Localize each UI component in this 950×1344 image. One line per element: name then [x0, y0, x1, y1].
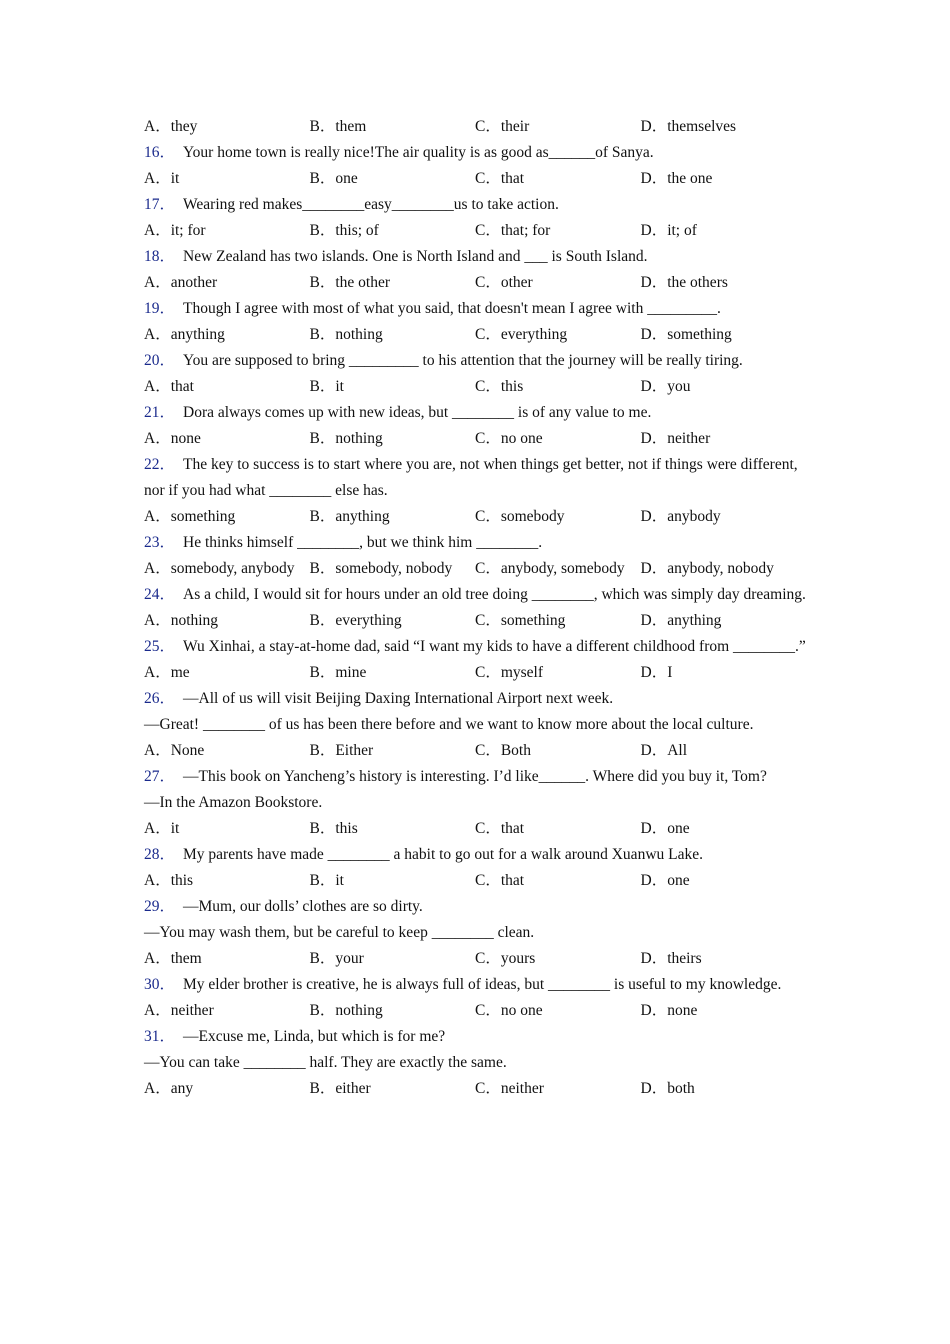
option: B．nothing: [309, 1002, 383, 1019]
option: D．anything: [640, 612, 722, 629]
options-row: [144, 166, 814, 192]
question-stem: [144, 842, 814, 868]
question-number: 17．: [144, 196, 176, 213]
dialogue-line: —You can take ________ half. They are exactly the same.: [144, 1054, 507, 1071]
option: C．no one: [475, 1002, 543, 1019]
question-text: As a child, I would sit for hours under an old tree doing ________, which was simply day dreaming.: [183, 586, 806, 603]
option: C．that: [475, 170, 525, 187]
option: A．nothing: [144, 612, 219, 629]
question-block: [144, 894, 814, 972]
option: B．Either: [309, 742, 374, 759]
options-row: [144, 374, 814, 400]
option: D．something: [640, 326, 732, 343]
option: C．no one: [475, 430, 543, 447]
question-block: [144, 1024, 814, 1102]
question-block: [144, 296, 814, 348]
question-text: —This book on Yancheng’s history is interesting. I’d like______. Where did you buy it, Tom?: [183, 768, 767, 785]
option: D．All: [640, 742, 688, 759]
question-number: 23．: [144, 534, 176, 551]
options-row: [144, 608, 814, 634]
question-text: Your home town is really nice!The air quality is as good as______of Sanya.: [183, 144, 654, 161]
options-row: [144, 660, 814, 686]
option: C．somebody: [475, 508, 565, 525]
option: A．that: [144, 378, 194, 395]
option: B．this: [309, 820, 358, 837]
question-number: 27．: [144, 768, 176, 785]
option: B．your: [309, 950, 364, 967]
question-stem: [144, 400, 814, 426]
option: D．one: [640, 820, 690, 837]
option: B．anything: [309, 508, 390, 525]
option: D．theirs: [640, 950, 702, 967]
option: C．everything: [475, 326, 568, 343]
option: A．it: [144, 820, 180, 837]
question-block: [144, 582, 814, 634]
options-row: [144, 322, 814, 348]
option: A．something: [144, 508, 236, 525]
options-row: [144, 946, 814, 972]
question-text: You are supposed to bring _________ to his attention that the journey will be really tiring.: [183, 352, 743, 369]
question-text: Wearing red makes________easy________us to take action.: [183, 196, 559, 213]
option: D．themselves: [640, 118, 737, 135]
question-stem: [144, 244, 814, 270]
options-row: [144, 426, 814, 452]
question-text: —Mum, our dolls’ clothes are so dirty.: [183, 898, 423, 915]
question-number: 30．: [144, 976, 176, 993]
question-stem: [144, 894, 814, 920]
options-row: [144, 556, 814, 582]
options-row: [144, 504, 814, 530]
option: B．it: [309, 872, 344, 889]
question-text: The key to success is to start where you are, not when things get better, not if things were different, nor if you had what ________ else has.: [144, 456, 798, 499]
option: C．neither: [475, 1080, 544, 1097]
option: A．none: [144, 430, 201, 447]
option: A．neither: [144, 1002, 214, 1019]
option: A．them: [144, 950, 202, 967]
question-text: Wu Xinhai, a stay-at-home dad, said “I want my kids to have a different childhood from ________.”: [183, 638, 806, 655]
option: D．none: [640, 1002, 698, 1019]
option: C．Both: [475, 742, 531, 759]
question-stem: [144, 686, 814, 712]
question-number: 31．: [144, 1028, 176, 1045]
question-stem: [144, 452, 814, 504]
option: B．it: [309, 378, 344, 395]
option: B．everything: [309, 612, 402, 629]
question-text: He thinks himself ________, but we think him ________.: [183, 534, 543, 551]
question-block: [144, 764, 814, 842]
option: B．either: [309, 1080, 371, 1097]
option: D．I: [640, 664, 673, 681]
option: A．anything: [144, 326, 225, 343]
question-block: [144, 192, 814, 244]
question-block: [144, 530, 814, 582]
option: B．somebody, nobody: [309, 560, 453, 577]
option: B．them: [309, 118, 367, 135]
question-block: [144, 400, 814, 452]
question-text: My elder brother is creative, he is always full of ideas, but ________ is useful to my knowledge.: [183, 976, 782, 993]
question-block: [144, 634, 814, 686]
question-stem: [144, 530, 814, 556]
question-number: 25．: [144, 638, 176, 655]
option: D．you: [640, 378, 691, 395]
question-stem: [144, 972, 814, 998]
dialogue-line: —In the Amazon Bookstore.: [144, 794, 323, 811]
question-number: 20．: [144, 352, 176, 369]
question-number: 28．: [144, 846, 176, 863]
options-row: [144, 868, 814, 894]
question-block: [144, 140, 814, 192]
question-list: [144, 140, 814, 1102]
question-number: 19．: [144, 300, 176, 317]
dialogue-line: —Great! ________ of us has been there before and we want to know more about the local culture.: [144, 716, 754, 733]
question-stem: [144, 348, 814, 374]
question-text: —All of us will visit Beijing Daxing International Airport next week.: [183, 690, 614, 707]
question-number: 18．: [144, 248, 176, 265]
option: A．another: [144, 274, 218, 291]
option: D．both: [640, 1080, 695, 1097]
worksheet-page: [144, 114, 814, 1102]
option: A．they: [144, 118, 198, 135]
option: C．that: [475, 820, 525, 837]
question-stem: [144, 296, 814, 322]
option: D．it; of: [640, 222, 697, 239]
question-number: 26．: [144, 690, 176, 707]
question-block: [144, 842, 814, 894]
option: A．any: [144, 1080, 194, 1097]
option: A．None: [144, 742, 205, 759]
question-stem: [144, 140, 814, 166]
dialogue-line: —You may wash them, but be careful to keep ________ clean.: [144, 924, 535, 941]
question-text: New Zealand has two islands. One is North Island and ___ is South Island.: [183, 248, 648, 265]
option: B．nothing: [309, 430, 383, 447]
question-stem: [144, 634, 814, 660]
options-row: [144, 218, 814, 244]
options-row: [144, 114, 814, 140]
question-block: [144, 244, 814, 296]
option: C．their: [475, 118, 530, 135]
options-row: [144, 1076, 814, 1102]
option: D．neither: [640, 430, 711, 447]
question-block: [144, 686, 814, 764]
question-number: 24．: [144, 586, 176, 603]
option: D．the one: [640, 170, 713, 187]
question-text: Though I agree with most of what you said, that doesn't mean I agree with _________.: [183, 300, 721, 317]
option: C．yours: [475, 950, 536, 967]
option: D．the others: [640, 274, 728, 291]
option: C．that: [475, 872, 525, 889]
question-stem: [144, 192, 814, 218]
option: B．the other: [309, 274, 390, 291]
question-stem: [144, 1024, 814, 1050]
option: A．it; for: [144, 222, 206, 239]
option: C．myself: [475, 664, 544, 681]
options-row: [144, 816, 814, 842]
option: B．nothing: [309, 326, 383, 343]
option: D．one: [640, 872, 690, 889]
question-block: [144, 452, 814, 530]
question-number: 16．: [144, 144, 176, 161]
question-block: [144, 972, 814, 1024]
question-text: —Excuse me, Linda, but which is for me?: [183, 1028, 446, 1045]
option: C．other: [475, 274, 533, 291]
options-row: [144, 998, 814, 1024]
option: D．anybody: [640, 508, 721, 525]
options-row: [144, 270, 814, 296]
option: B．mine: [309, 664, 367, 681]
options-row: [144, 738, 814, 764]
question-block: [144, 348, 814, 400]
option: D．anybody, nobody: [640, 560, 774, 577]
question-number: 22．: [144, 456, 176, 473]
option: A．me: [144, 664, 190, 681]
option: A．somebody, anybody: [144, 560, 295, 577]
question-number: 21．: [144, 404, 176, 421]
option: B．this; of: [309, 222, 379, 239]
question-text: My parents have made ________ a habit to go out for a walk around Xuanwu Lake.: [183, 846, 703, 863]
option: A．this: [144, 872, 194, 889]
option: C．anybody, somebody: [475, 560, 625, 577]
option: A．it: [144, 170, 180, 187]
question-stem: [144, 764, 814, 790]
option: C．something: [475, 612, 566, 629]
question-text: Dora always comes up with new ideas, but ________ is of any value to me.: [183, 404, 652, 421]
question-number: 29．: [144, 898, 176, 915]
option: C．this: [475, 378, 524, 395]
option: C．that; for: [475, 222, 551, 239]
question-stem: [144, 582, 814, 608]
option: B．one: [309, 170, 358, 187]
